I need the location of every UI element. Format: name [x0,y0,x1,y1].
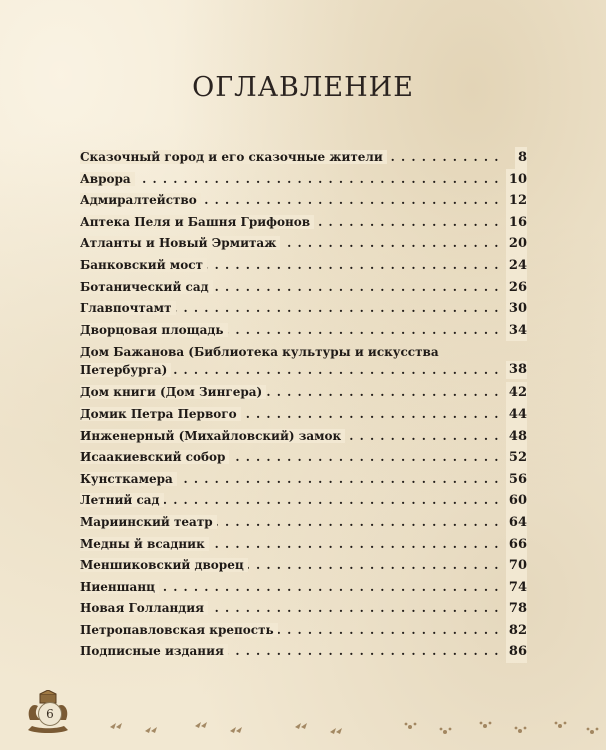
toc-entry[interactable] [80,404,527,426]
toc-entry-continuation [80,361,527,379]
toc-entry[interactable] [80,341,527,382]
toc-entry-page: 78 [506,598,527,620]
toc-entry-page: 44 [506,404,527,426]
toc-entry[interactable] [80,382,527,404]
toc-entry-page: 10 [506,169,527,191]
toc-entry[interactable] [80,620,527,642]
toc-entry[interactable] [80,490,527,512]
toc-entry-title: Дом книги (Дом Зингера) [80,385,266,399]
toc-entry-page: 20 [506,233,527,255]
toc-entry-title: Атланты и Новый Эрмитаж [80,236,280,250]
toc-entry-page: 56 [506,469,527,491]
toc-entry-page: 82 [506,620,527,642]
toc-entry[interactable] [80,169,527,191]
toc-entry-page: 74 [506,577,527,599]
toc-entry[interactable] [80,255,527,277]
toc-entry[interactable] [80,598,527,620]
toc-entry[interactable] [80,212,527,234]
toc-entry-page: 48 [506,426,527,448]
toc-entry-page: 30 [506,298,527,320]
toc-entry-title: Меншиковский дворец [80,558,248,572]
toc-entry[interactable] [80,469,527,491]
toc-entry[interactable] [80,233,527,255]
toc-entry[interactable] [80,447,527,469]
toc-entry[interactable] [80,277,527,299]
toc-entry-page: 70 [506,555,527,577]
toc-entry-page: 52 [506,447,527,469]
toc-entry-title: Аврора [80,172,135,186]
toc-entry[interactable] [80,512,527,534]
toc-entry-title: Исаакиевский собор [80,450,229,464]
toc-entry[interactable] [80,534,527,556]
toc-entry[interactable] [80,426,527,448]
toc-entry-title: Подписные издания [80,644,228,658]
toc-entry-title: Дворцовая площадь [80,323,228,337]
toc-entry-title: Аптека Пеля и Башня Грифонов [80,215,314,229]
page-title: ОГЛАВЛЕНИЕ [192,72,414,103]
toc-entry-title: Мариинский театр [80,515,217,529]
toc-entry-page: 86 [506,641,527,663]
toc-entry-title: Адмиралтейство [80,193,201,207]
toc-entry[interactable] [80,555,527,577]
toc-entry-title: Кунсткамера [80,472,177,486]
page-number: 6 [38,702,62,726]
table-of-contents [80,147,527,663]
toc-entry-title-cont: Петербурга) [80,363,171,377]
toc-entry-title: Сказочный город и его сказочные жители [80,150,387,164]
toc-entry-page: 42 [506,382,527,404]
toc-entry-page: 64 [506,512,527,534]
leader-dots [80,169,501,191]
toc-entry-page: 38 [506,361,527,379]
toc-entry-page: 8 [515,147,527,169]
toc-entry-page: 12 [506,190,527,212]
footprints-icon [90,705,606,745]
toc-entry-title: Ботанический сад [80,280,213,294]
toc-entry[interactable] [80,641,527,663]
toc-entry-title: Банковский мост [80,258,207,272]
toc-entry-title: Домик Петра Первого [80,407,241,421]
toc-entry[interactable] [80,147,527,169]
toc-entry[interactable] [80,190,527,212]
toc-entry-page: 16 [506,212,527,234]
toc-entry-title: Летний сад [80,493,164,507]
toc-entry-title: Медны й всадник [80,537,209,551]
toc-entry-title: Инженерный (Михайловский) замок [80,429,345,443]
toc-entry-page: 26 [506,277,527,299]
toc-entry-page: 66 [506,534,527,556]
toc-entry-title: Ниеншанц [80,580,159,594]
toc-entry-title: Петропавловская крепость [80,623,278,637]
toc-entry-title: Главпочтамт [80,301,176,315]
toc-entry[interactable] [80,577,527,599]
toc-entry-page: 60 [506,490,527,512]
toc-entry-page: 24 [506,255,527,277]
toc-entry[interactable] [80,320,527,342]
toc-entry-title: Дом Бажанова (Библиотека культуры и искусства [80,345,439,360]
toc-entry[interactable] [80,298,527,320]
toc-entry-page: 34 [506,320,527,342]
toc-entry-title: Новая Голландия [80,601,208,615]
